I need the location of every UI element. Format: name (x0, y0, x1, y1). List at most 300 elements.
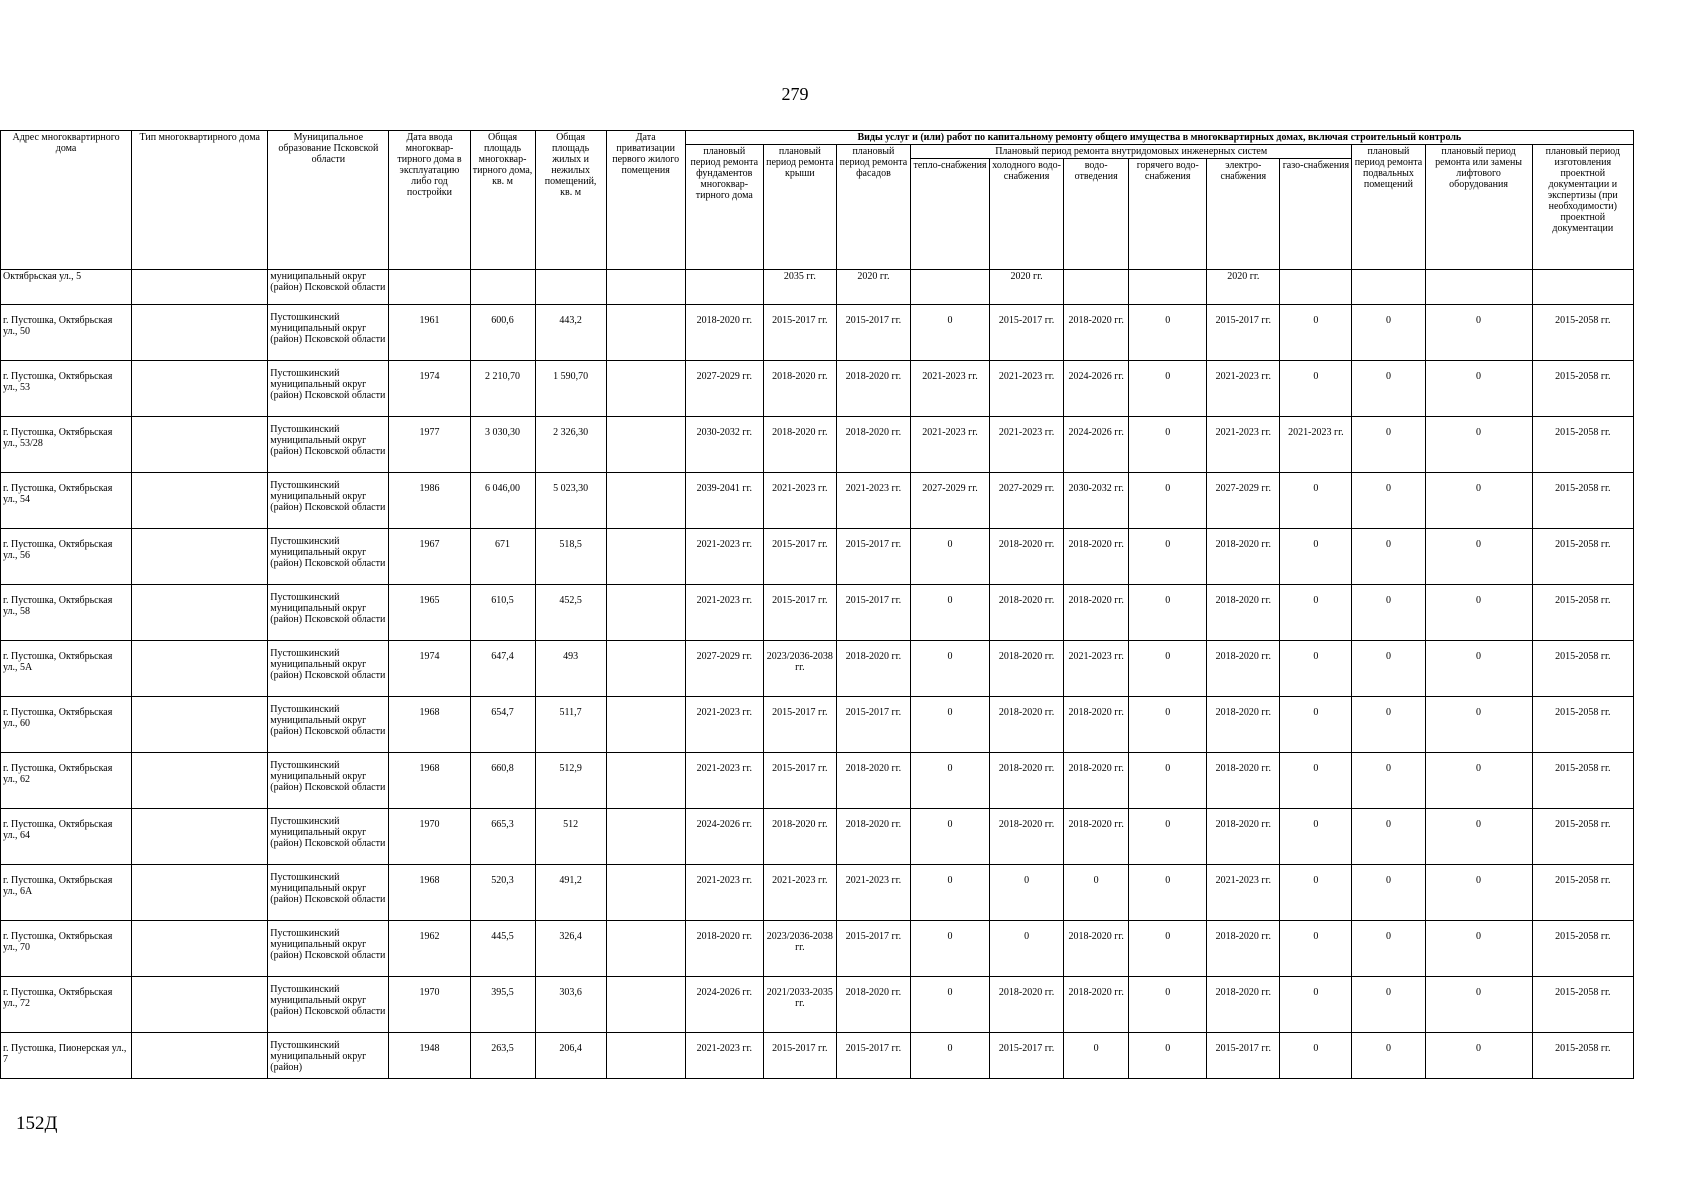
cell-gas: 0 (1280, 529, 1352, 585)
cell-roof: 2021-2023 гг. (763, 473, 836, 529)
cell-foundation: 2021-2023 гг. (685, 697, 763, 753)
cell-sewer: 2018-2020 гг. (1064, 585, 1129, 641)
cell-electric: 2018-2020 гг. (1207, 697, 1280, 753)
cell-roof: 2018-2020 гг. (763, 417, 836, 473)
cell-facade: 2018-2020 гг. (836, 977, 910, 1033)
cell-elevator: 0 (1425, 865, 1532, 921)
cell-electric: 2018-2020 гг. (1207, 641, 1280, 697)
table-row (1, 809, 1634, 865)
cell-total-area: 647,4 (470, 641, 535, 697)
cell-type (132, 697, 268, 753)
cell-total-area: 520,3 (470, 865, 535, 921)
cell-living-area: 326,4 (535, 921, 606, 977)
cell-electric: 2021-2023 гг. (1207, 361, 1280, 417)
header-systems-group: Плановый период ремонта внутридомовых инженерных систем (910, 145, 1351, 159)
cell-gas: 0 (1280, 809, 1352, 865)
cell-electric: 2021-2023 гг. (1207, 417, 1280, 473)
cell-electric: 2015-2017 гг. (1207, 305, 1280, 361)
cell-heat: 0 (910, 865, 989, 921)
cell-address: г. Пустошка, Октябрьская ул., 53/28 (1, 417, 132, 473)
cell-privatization (606, 417, 685, 473)
cell-municipality: Пустошкинский муниципальный округ (район) (268, 1033, 389, 1079)
cell-basement: 0 (1352, 809, 1425, 865)
cell-heat: 0 (910, 585, 989, 641)
cell-foundation: 2018-2020 гг. (685, 921, 763, 977)
cell-year: 1961 (389, 305, 470, 361)
cell-design-docs: 2015-2058 гг. (1532, 977, 1633, 1033)
cell-design-docs (1532, 270, 1633, 305)
cell-basement: 0 (1352, 641, 1425, 697)
cell-gas: 0 (1280, 753, 1352, 809)
cell-address: г. Пустошка, Октябрьская ул., 6А (1, 865, 132, 921)
cell-basement (1352, 270, 1425, 305)
cell-year: 1968 (389, 865, 470, 921)
cell-type (132, 977, 268, 1033)
cell-elevator: 0 (1425, 809, 1532, 865)
cell-privatization (606, 361, 685, 417)
cell-municipality: Пустошкинский муниципальный округ (район) Псковской области (268, 361, 389, 417)
cell-foundation: 2027-2029 гг. (685, 641, 763, 697)
header-basement: плановый период ремонта подвальных помещений (1352, 145, 1425, 270)
cell-elevator: 0 (1425, 1033, 1532, 1079)
cell-privatization (606, 809, 685, 865)
cell-address: г. Пустошка, Октябрьская ул., 70 (1, 921, 132, 977)
cell-heat: 2021-2023 гг. (910, 417, 989, 473)
cell-total-area: 654,7 (470, 697, 535, 753)
cell-elevator: 0 (1425, 361, 1532, 417)
cell-municipality: Пустошкинский муниципальный округ (район) Псковской области (268, 473, 389, 529)
table-row (1, 585, 1634, 641)
cell-privatization (606, 977, 685, 1033)
cell-foundation: 2024-2026 гг. (685, 977, 763, 1033)
cell-facade: 2021-2023 гг. (836, 865, 910, 921)
cell-privatization (606, 305, 685, 361)
cell-cold-water: 2018-2020 гг. (990, 809, 1064, 865)
cell-electric: 2018-2020 гг. (1207, 753, 1280, 809)
cell-living-area (535, 270, 606, 305)
cell-municipality: Пустошкинский муниципальный округ (район) Псковской области (268, 865, 389, 921)
cell-cold-water: 2021-2023 гг. (990, 417, 1064, 473)
header-design-docs: плановый период изготовления проектной документации и экспертизы (при необходимости) проектной документации (1532, 145, 1633, 270)
cell-living-area: 452,5 (535, 585, 606, 641)
cell-year: 1968 (389, 697, 470, 753)
cell-elevator: 0 (1425, 921, 1532, 977)
cell-total-area: 3 030,30 (470, 417, 535, 473)
table-row (1, 473, 1634, 529)
cell-total-area: 660,8 (470, 753, 535, 809)
cell-address: г. Пустошка, Октябрьская ул., 62 (1, 753, 132, 809)
cell-facade: 2018-2020 гг. (836, 361, 910, 417)
header-electric: электро-снабжения (1207, 159, 1280, 270)
cell-roof: 2021-2023 гг. (763, 865, 836, 921)
cell-hot-water: 0 (1129, 641, 1207, 697)
cell-design-docs: 2015-2058 гг. (1532, 1033, 1633, 1079)
cell-hot-water: 0 (1129, 865, 1207, 921)
cell-address: г. Пустошка, Октябрьская ул., 53 (1, 361, 132, 417)
cell-sewer: 0 (1064, 1033, 1129, 1079)
cell-gas: 0 (1280, 865, 1352, 921)
cell-municipality: муниципальный округ (район) Псковской области (268, 270, 389, 305)
cell-type (132, 921, 268, 977)
cell-gas (1280, 270, 1352, 305)
cell-heat: 0 (910, 1033, 989, 1079)
table-body (1, 270, 1634, 1079)
cell-heat: 2021-2023 гг. (910, 361, 989, 417)
cell-electric: 2027-2029 гг. (1207, 473, 1280, 529)
cell-gas: 0 (1280, 305, 1352, 361)
cell-heat: 0 (910, 809, 989, 865)
cell-privatization (606, 697, 685, 753)
cell-design-docs: 2015-2058 гг. (1532, 585, 1633, 641)
cell-hot-water: 0 (1129, 697, 1207, 753)
cell-living-area: 511,7 (535, 697, 606, 753)
cell-basement: 0 (1352, 1033, 1425, 1079)
cell-cold-water: 0 (990, 921, 1064, 977)
header-cold-water: холодного водо-снабжения (990, 159, 1064, 270)
cell-gas: 0 (1280, 697, 1352, 753)
cell-roof: 2023/2036-2038 гг. (763, 921, 836, 977)
cell-year: 1962 (389, 921, 470, 977)
cell-municipality: Пустошкинский муниципальный округ (район) Псковской области (268, 529, 389, 585)
cell-hot-water: 0 (1129, 977, 1207, 1033)
cell-municipality: Пустошкинский муниципальный округ (район) Псковской области (268, 809, 389, 865)
header-living-area: Общая площадь жилых и нежилых помещений, кв. м (535, 131, 606, 270)
cell-foundation: 2021-2023 гг. (685, 529, 763, 585)
cell-facade: 2018-2020 гг. (836, 641, 910, 697)
cell-hot-water: 0 (1129, 361, 1207, 417)
header-heat: тепло-снабжения (910, 159, 989, 270)
cell-foundation: 2021-2023 гг. (685, 585, 763, 641)
cell-total-area: 671 (470, 529, 535, 585)
cell-gas: 0 (1280, 585, 1352, 641)
cell-heat: 0 (910, 305, 989, 361)
cell-elevator: 0 (1425, 417, 1532, 473)
cell-living-area: 491,2 (535, 865, 606, 921)
cell-elevator: 0 (1425, 305, 1532, 361)
cell-facade: 2018-2020 гг. (836, 809, 910, 865)
table-row (1, 361, 1634, 417)
cell-basement: 0 (1352, 585, 1425, 641)
cell-basement: 0 (1352, 305, 1425, 361)
cell-total-area: 6 046,00 (470, 473, 535, 529)
cell-sewer: 2018-2020 гг. (1064, 977, 1129, 1033)
cell-cold-water: 2018-2020 гг. (990, 585, 1064, 641)
cell-cold-water: 2020 гг. (990, 270, 1064, 305)
cell-total-area: 600,6 (470, 305, 535, 361)
cell-elevator: 0 (1425, 529, 1532, 585)
cell-heat: 0 (910, 921, 989, 977)
cell-living-area: 1 590,70 (535, 361, 606, 417)
repair-schedule-table (0, 130, 1634, 1079)
cell-municipality: Пустошкинский муниципальный округ (район) Псковской области (268, 697, 389, 753)
cell-sewer: 2018-2020 гг. (1064, 921, 1129, 977)
table-row (1, 305, 1634, 361)
cell-roof: 2015-2017 гг. (763, 753, 836, 809)
cell-address: г. Пустошка, Октябрьская ул., 5А (1, 641, 132, 697)
cell-foundation: 2021-2023 гг. (685, 1033, 763, 1079)
cell-address: г. Пустошка, Октябрьская ул., 50 (1, 305, 132, 361)
cell-year: 1948 (389, 1033, 470, 1079)
cell-cold-water: 0 (990, 865, 1064, 921)
cell-address: г. Пустошка, Октябрьская ул., 54 (1, 473, 132, 529)
cell-total-area: 445,5 (470, 921, 535, 977)
cell-type (132, 585, 268, 641)
cell-electric: 2018-2020 гг. (1207, 921, 1280, 977)
header-commission-date: Дата ввода многоквар-тирного дома в эксплуатацию либо год постройки (389, 131, 470, 270)
cell-hot-water: 0 (1129, 305, 1207, 361)
cell-privatization (606, 865, 685, 921)
cell-elevator (1425, 270, 1532, 305)
header-address: Адрес многоквартирного дома (1, 131, 132, 270)
header-total-area: Общая площадь многоквар-тирного дома, кв. м (470, 131, 535, 270)
cell-roof: 2015-2017 гг. (763, 585, 836, 641)
cell-elevator: 0 (1425, 697, 1532, 753)
cell-type (132, 305, 268, 361)
cell-facade: 2021-2023 гг. (836, 473, 910, 529)
cell-heat: 0 (910, 697, 989, 753)
header-privatization-date: Дата приватизации первого жилого помещения (606, 131, 685, 270)
cell-foundation: 2030-2032 гг. (685, 417, 763, 473)
cell-year (389, 270, 470, 305)
cell-design-docs: 2015-2058 гг. (1532, 641, 1633, 697)
cell-heat: 0 (910, 977, 989, 1033)
cell-facade: 2018-2020 гг. (836, 417, 910, 473)
cell-basement: 0 (1352, 753, 1425, 809)
cell-design-docs: 2015-2058 гг. (1532, 417, 1633, 473)
cell-address: г. Пустошка, Октябрьская ул., 72 (1, 977, 132, 1033)
cell-cold-water: 2021-2023 гг. (990, 361, 1064, 417)
cell-elevator: 0 (1425, 641, 1532, 697)
cell-living-area: 2 326,30 (535, 417, 606, 473)
cell-design-docs: 2015-2058 гг. (1532, 529, 1633, 585)
cell-foundation: 2021-2023 гг. (685, 753, 763, 809)
cell-foundation (685, 270, 763, 305)
cell-cold-water: 2018-2020 гг. (990, 641, 1064, 697)
cell-elevator: 0 (1425, 473, 1532, 529)
cell-gas: 0 (1280, 921, 1352, 977)
cell-hot-water: 0 (1129, 809, 1207, 865)
cell-hot-water (1129, 270, 1207, 305)
cell-type (132, 417, 268, 473)
cell-year: 1970 (389, 809, 470, 865)
cell-sewer: 2021-2023 гг. (1064, 641, 1129, 697)
cell-heat: 0 (910, 529, 989, 585)
cell-privatization (606, 585, 685, 641)
cell-privatization (606, 1033, 685, 1079)
cell-year: 1974 (389, 361, 470, 417)
cell-living-area: 493 (535, 641, 606, 697)
cell-gas: 0 (1280, 977, 1352, 1033)
cell-roof: 2015-2017 гг. (763, 1033, 836, 1079)
cell-basement: 0 (1352, 473, 1425, 529)
cell-type (132, 641, 268, 697)
cell-total-area: 263,5 (470, 1033, 535, 1079)
cell-sewer: 0 (1064, 865, 1129, 921)
cell-sewer: 2018-2020 гг. (1064, 809, 1129, 865)
table-row (1, 417, 1634, 473)
cell-electric: 2018-2020 гг. (1207, 809, 1280, 865)
cell-living-area: 5 023,30 (535, 473, 606, 529)
cell-electric: 2021-2023 гг. (1207, 865, 1280, 921)
cell-sewer: 2018-2020 гг. (1064, 529, 1129, 585)
cell-facade: 2015-2017 гг. (836, 697, 910, 753)
cell-sewer: 2018-2020 гг. (1064, 305, 1129, 361)
cell-gas: 0 (1280, 1033, 1352, 1079)
cell-living-area: 518,5 (535, 529, 606, 585)
cell-sewer: 2018-2020 гг. (1064, 753, 1129, 809)
cell-cold-water: 2018-2020 гг. (990, 529, 1064, 585)
cell-municipality: Пустошкинский муниципальный округ (район) Псковской области (268, 921, 389, 977)
cell-type (132, 270, 268, 305)
cell-hot-water: 0 (1129, 921, 1207, 977)
footer-code: 152Д (16, 1113, 58, 1134)
cell-municipality: Пустошкинский муниципальный округ (район) Псковской области (268, 641, 389, 697)
cell-design-docs: 2015-2058 гг. (1532, 361, 1633, 417)
cell-roof: 2021/2033-2035 гг. (763, 977, 836, 1033)
table-row (1, 921, 1634, 977)
cell-municipality: Пустошкинский муниципальный округ (район) Псковской области (268, 977, 389, 1033)
cell-foundation: 2021-2023 гг. (685, 865, 763, 921)
cell-municipality: Пустошкинский муниципальный округ (район) Псковской области (268, 305, 389, 361)
header-municipality: Муниципальное образование Псковской области (268, 131, 389, 270)
cell-hot-water: 0 (1129, 473, 1207, 529)
cell-facade: 2015-2017 гг. (836, 305, 910, 361)
cell-cold-water: 2015-2017 гг. (990, 1033, 1064, 1079)
cell-cold-water: 2015-2017 гг. (990, 305, 1064, 361)
table-row (1, 1033, 1634, 1079)
cell-privatization (606, 529, 685, 585)
cell-electric: 2018-2020 гг. (1207, 977, 1280, 1033)
cell-foundation: 2027-2029 гг. (685, 361, 763, 417)
cell-design-docs: 2015-2058 гг. (1532, 753, 1633, 809)
cell-year: 1974 (389, 641, 470, 697)
cell-roof: 2018-2020 гг. (763, 809, 836, 865)
cell-hot-water: 0 (1129, 529, 1207, 585)
cell-design-docs: 2015-2058 гг. (1532, 809, 1633, 865)
cell-living-area: 206,4 (535, 1033, 606, 1079)
header-hot-water: горячего водо-снабжения (1129, 159, 1207, 270)
cell-year: 1977 (389, 417, 470, 473)
cell-facade: 2015-2017 гг. (836, 585, 910, 641)
cell-elevator: 0 (1425, 753, 1532, 809)
cell-privatization (606, 921, 685, 977)
table-row (1, 697, 1634, 753)
cell-gas: 2021-2023 гг. (1280, 417, 1352, 473)
cell-roof: 2018-2020 гг. (763, 361, 836, 417)
cell-address: г. Пустошка, Пионерская ул., 7 (1, 1033, 132, 1079)
cell-design-docs: 2015-2058 гг. (1532, 697, 1633, 753)
cell-year: 1986 (389, 473, 470, 529)
cell-roof: 2015-2017 гг. (763, 697, 836, 753)
header-elevator: плановый период ремонта или замены лифтового оборудования (1425, 145, 1532, 270)
cell-sewer: 2024-2026 гг. (1064, 361, 1129, 417)
cell-privatization (606, 753, 685, 809)
cell-type (132, 809, 268, 865)
cell-gas: 0 (1280, 641, 1352, 697)
cell-basement: 0 (1352, 977, 1425, 1033)
cell-type (132, 473, 268, 529)
cell-electric: 2020 гг. (1207, 270, 1280, 305)
cell-design-docs: 2015-2058 гг. (1532, 305, 1633, 361)
table-row (1, 753, 1634, 809)
cell-electric: 2018-2020 гг. (1207, 585, 1280, 641)
cell-design-docs: 2015-2058 гг. (1532, 473, 1633, 529)
cell-living-area: 512 (535, 809, 606, 865)
table-row (1, 270, 1634, 305)
cell-facade: 2018-2020 гг. (836, 753, 910, 809)
cell-address: г. Пустошка, Октябрьская ул., 58 (1, 585, 132, 641)
cell-heat: 0 (910, 641, 989, 697)
cell-year: 1970 (389, 977, 470, 1033)
cell-living-area: 443,2 (535, 305, 606, 361)
cell-sewer (1064, 270, 1129, 305)
cell-roof: 2023/2036-2038 гг. (763, 641, 836, 697)
cell-privatization (606, 473, 685, 529)
cell-total-area: 610,5 (470, 585, 535, 641)
header-roof: плановый период ремонта крыши (763, 145, 836, 270)
cell-living-area: 303,6 (535, 977, 606, 1033)
cell-basement: 0 (1352, 921, 1425, 977)
cell-electric: 2018-2020 гг. (1207, 529, 1280, 585)
cell-cold-water: 2018-2020 гг. (990, 977, 1064, 1033)
cell-year: 1968 (389, 753, 470, 809)
cell-year: 1965 (389, 585, 470, 641)
cell-type (132, 1033, 268, 1079)
cell-sewer: 2030-2032 гг. (1064, 473, 1129, 529)
cell-address: г. Пустошка, Октябрьская ул., 60 (1, 697, 132, 753)
cell-foundation: 2039-2041 гг. (685, 473, 763, 529)
cell-design-docs: 2015-2058 гг. (1532, 921, 1633, 977)
cell-hot-water: 0 (1129, 417, 1207, 473)
cell-electric: 2015-2017 гг. (1207, 1033, 1280, 1079)
cell-facade: 2015-2017 гг. (836, 529, 910, 585)
cell-cold-water: 2018-2020 гг. (990, 753, 1064, 809)
cell-facade: 2020 гг. (836, 270, 910, 305)
cell-elevator: 0 (1425, 977, 1532, 1033)
cell-heat: 2027-2029 гг. (910, 473, 989, 529)
cell-cold-water: 2018-2020 гг. (990, 697, 1064, 753)
table-row (1, 977, 1634, 1033)
cell-hot-water: 0 (1129, 753, 1207, 809)
cell-address: г. Пустошка, Октябрьская ул., 56 (1, 529, 132, 585)
cell-roof: 2015-2017 гг. (763, 529, 836, 585)
page-number: 279 (781, 84, 809, 104)
cell-type (132, 529, 268, 585)
table-row (1, 865, 1634, 921)
cell-sewer: 2018-2020 гг. (1064, 697, 1129, 753)
cell-cold-water: 2027-2029 гг. (990, 473, 1064, 529)
cell-gas: 0 (1280, 361, 1352, 417)
cell-facade: 2015-2017 гг. (836, 921, 910, 977)
header-works-group: Виды услуг и (или) работ по капитальному ремонту общего имущества в многоквартирных домах, включая строительный контроль (685, 131, 1633, 145)
cell-hot-water: 0 (1129, 1033, 1207, 1079)
cell-total-area (470, 270, 535, 305)
cell-type (132, 865, 268, 921)
cell-basement: 0 (1352, 865, 1425, 921)
header-sewer: водо-отведения (1064, 159, 1129, 270)
cell-type (132, 361, 268, 417)
cell-municipality: Пустошкинский муниципальный округ (район) Псковской области (268, 417, 389, 473)
cell-type (132, 753, 268, 809)
cell-living-area: 512,9 (535, 753, 606, 809)
cell-total-area: 2 210,70 (470, 361, 535, 417)
cell-address: Октябрьская ул., 5 (1, 270, 132, 305)
header-type: Тип многоквартирного дома (132, 131, 268, 270)
cell-basement: 0 (1352, 529, 1425, 585)
cell-municipality: Пустошкинский муниципальный округ (район) Псковской области (268, 585, 389, 641)
cell-elevator: 0 (1425, 585, 1532, 641)
cell-privatization (606, 270, 685, 305)
